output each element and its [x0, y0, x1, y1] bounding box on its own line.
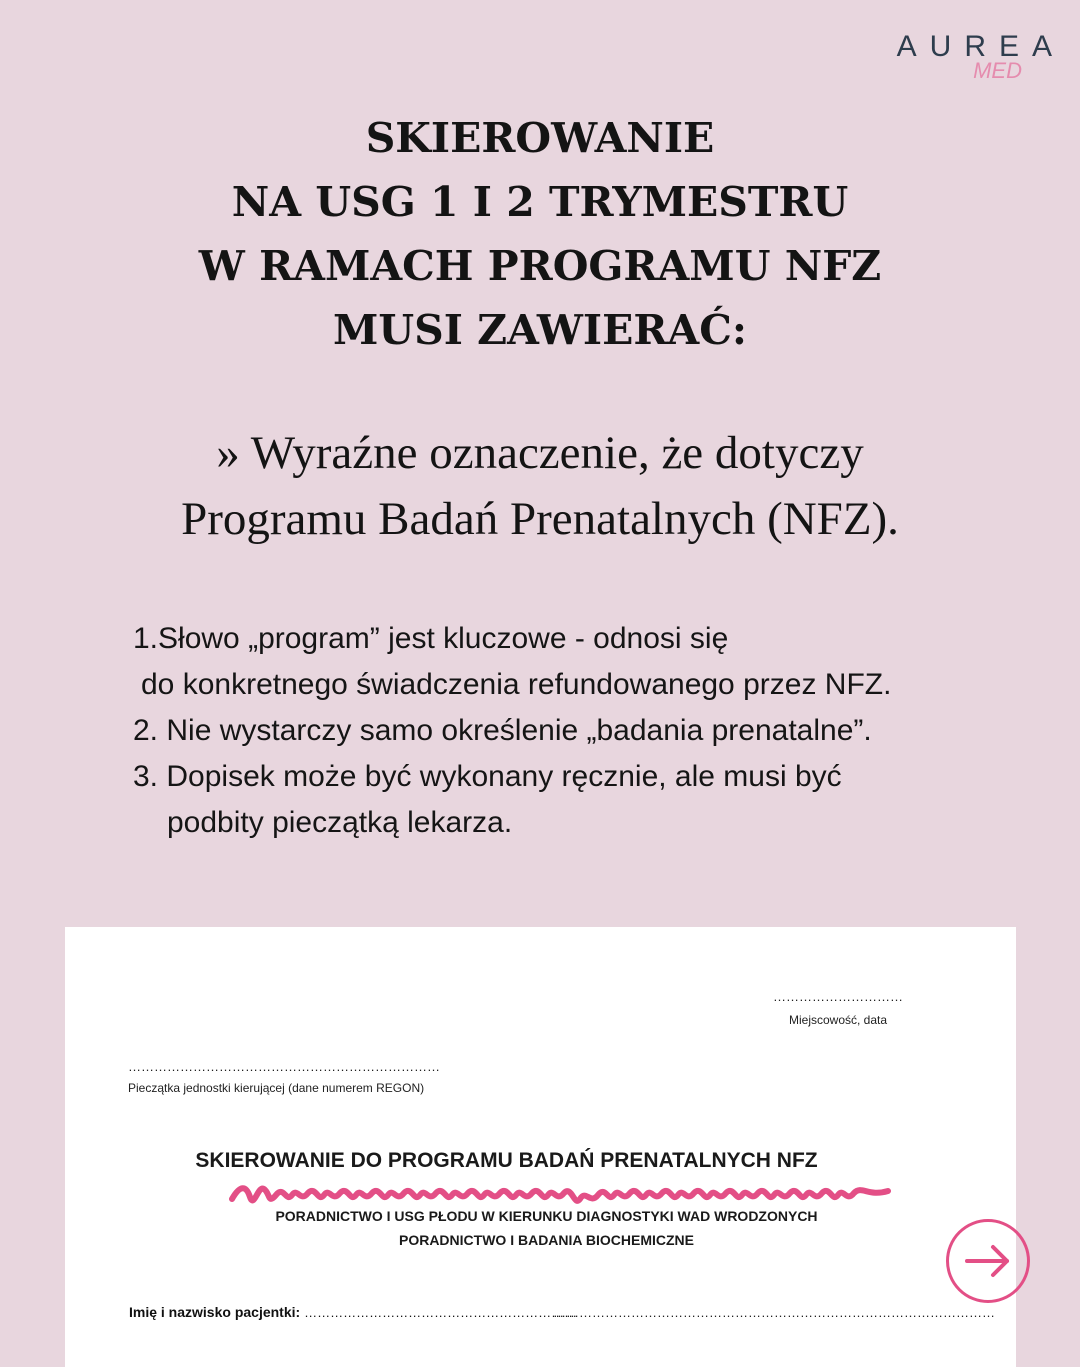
- document-subtitle-2: PORADNICTWO I BADANIA BIOCHEMICZNE: [398, 1232, 695, 1248]
- point-3: [133, 754, 891, 800]
- point-number: 1.: [133, 622, 159, 655]
- point-number: 3.: [133, 760, 159, 793]
- headline: [0, 106, 1080, 362]
- logo-name: AUREA: [896, 30, 1065, 63]
- point-text: Słowo „program” jest kluczowe - odnosi się: [158, 622, 729, 655]
- patient-name-field: [129, 1304, 577, 1320]
- lead-statement: [0, 420, 1080, 552]
- patient-name-dots: ………………………………………………………: [304, 1305, 578, 1320]
- point-3-continuation: podbity pieczątką lekarza.: [167, 806, 513, 839]
- headline-line-2: NA USG 1 I 2 TRYMESTRU: [231, 178, 849, 226]
- point-2: [133, 708, 891, 754]
- document-title: SKIEROWANIE DO PROGRAMU BADAŃ PRENATALNYCH NFZ: [195, 1149, 818, 1172]
- logo-sub: MED: [973, 58, 1022, 83]
- headline-line-3: W RAMACH PROGRAMU NFZ: [198, 242, 882, 290]
- point-1: [133, 616, 891, 662]
- place-date-dots: …………………………: [773, 989, 903, 1004]
- arrow-right-icon: [959, 1232, 1017, 1290]
- point-text: Nie wystarczy samo określenie „badania prenatalne”.: [166, 714, 872, 747]
- brand-logo: [896, 30, 1065, 84]
- document-subtitle-1: PORADNICTWO I USG PŁODU W KIERUNKU DIAGNOSTYKI WAD WRODZONYCH: [275, 1208, 818, 1224]
- headline-line-4: MUSI ZAWIERAĆ:: [332, 306, 748, 354]
- headline-line-1: SKIEROWANIE: [365, 114, 715, 162]
- next-slide-button[interactable]: [946, 1219, 1030, 1303]
- referral-document-preview: [65, 927, 1016, 1367]
- point-number: 2.: [133, 714, 159, 747]
- patient-name-label: Imię i nazwisko pacjentki:: [129, 1304, 301, 1320]
- points-list: [133, 616, 891, 846]
- place-date-label: Miejscowość, data: [789, 1013, 888, 1027]
- point-1-continuation: do konkretnego świadczenia refundowanego przez NFZ.: [141, 668, 892, 701]
- patient-extra-dots: …………………………………………………………………………………………: [553, 1305, 995, 1320]
- point-text: Dopisek może być wykonany ręcznie, ale musi być: [166, 760, 842, 793]
- lead-line-2: Programu Badań Prenatalnych (NFZ).: [181, 493, 899, 545]
- lead-line-1: » Wyraźne oznaczenie, że dotyczy: [216, 427, 864, 479]
- stamp-dots: ………………………………………………………………: [128, 1059, 440, 1074]
- stamp-label: Pieczątka jednostki kierującej (dane numerem REGON): [128, 1081, 425, 1095]
